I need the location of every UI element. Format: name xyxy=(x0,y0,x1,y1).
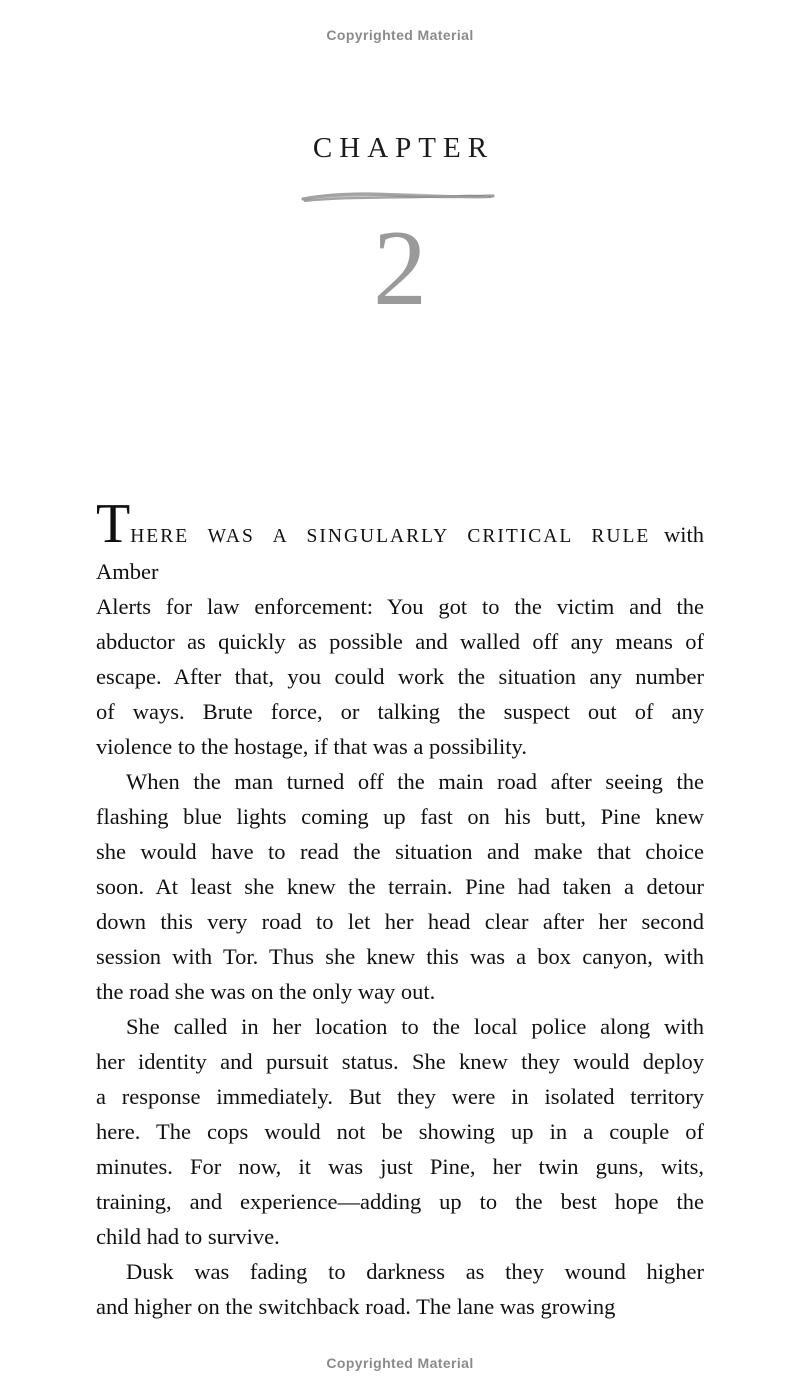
chapter-label: CHAPTER xyxy=(312,132,495,164)
paragraphs xyxy=(96,764,704,1324)
paragraph xyxy=(96,1254,704,1324)
text-line: violence to the hostage, if that was a possibility. xyxy=(96,734,527,759)
text-line: the road she was on the only way out. xyxy=(96,979,436,1004)
text-line: Alerts for law enforcement: You got to the victim and the xyxy=(96,594,704,619)
text-line: a response immediately. But they were in isolated territory xyxy=(96,1084,704,1109)
text-line: here. The cops would not be showing up in a couple of xyxy=(96,1119,704,1144)
text-line: down this very road to let her head clear after her second xyxy=(96,909,704,934)
text-line: She called in her location to the local police along with xyxy=(126,1014,704,1039)
small-caps-text: HERE WAS A SINGULARLY CRITICAL RULE xyxy=(130,526,651,547)
text-line: training, and experience—adding up to the best hope the xyxy=(96,1189,704,1214)
drop-cap: T xyxy=(96,493,131,555)
copyright-notice-bottom: Copyrighted Material xyxy=(326,1355,474,1371)
opening-paragraph xyxy=(96,493,704,764)
text-line: When the man turned off the main road after seeing the xyxy=(126,769,704,794)
text-line: minutes. For now, it was just Pine, her twin guns, wits, xyxy=(96,1154,704,1179)
text-line: child had to survive. xyxy=(96,1224,280,1249)
first-line-rest: with Amber xyxy=(96,522,704,584)
chapter-body xyxy=(96,493,704,1324)
chapter-number: 2 xyxy=(373,209,427,328)
text-line: escape. After that, you could work the situation any number xyxy=(96,664,704,689)
copyright-notice-top: Copyrighted Material xyxy=(326,27,474,43)
text-line xyxy=(96,493,704,589)
text-line: flashing blue lights coming up fast on his butt, Pine knew xyxy=(96,804,704,829)
text-line: of ways. Brute force, or talking the suspect out of any xyxy=(96,699,704,724)
text-line: Dusk was fading to darkness as they wound higher xyxy=(126,1259,704,1284)
text-line: abductor as quickly as possible and walled off any means of xyxy=(96,629,704,654)
paragraph xyxy=(96,764,704,1009)
text-line: soon. At least she knew the terrain. Pine had taken a detour xyxy=(96,874,704,899)
scribble-divider xyxy=(300,188,496,206)
text-line: session with Tor. Thus she knew this was a box canyon, with xyxy=(96,944,704,969)
text-line: her identity and pursuit status. She knew they would deploy xyxy=(96,1049,704,1074)
text-line: and higher on the switchback road. The lane was growing xyxy=(96,1294,616,1319)
opening-lines xyxy=(96,589,704,764)
paragraph xyxy=(96,1009,704,1254)
text-line: she would have to read the situation and make that choice xyxy=(96,839,704,864)
